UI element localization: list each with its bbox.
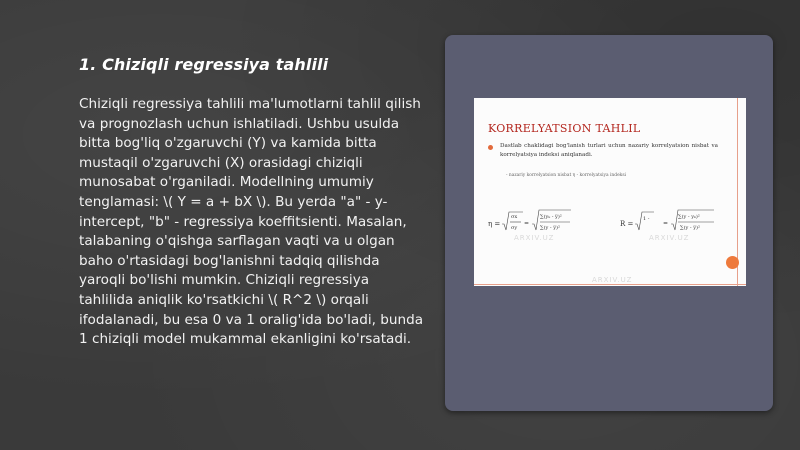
slide-note: - nazariy korrelyatsion nisbat η - korrelyatsiya indeksi xyxy=(506,173,626,178)
svg-text:σy: σy xyxy=(511,225,518,231)
svg-text:∑(y - y̅)²: ∑(y - y̅)² xyxy=(680,225,700,231)
svg-text:∑(y - y̅)²: ∑(y - y̅)² xyxy=(540,225,560,231)
svg-text:=: = xyxy=(663,220,669,227)
svg-text:∑(y - yₖ)²: ∑(y - yₖ)² xyxy=(678,214,700,220)
bullet-dot-icon xyxy=(488,145,493,150)
slide-paragraph: Dastlab chaklidagi bog'lanish turlari uchun nazariy korrelyatsion nisbat va korrelyatsiya indeksi aniqlanadi. xyxy=(500,143,718,158)
section-heading: 1. Chiziqli regressiya tahlili xyxy=(79,55,329,74)
svg-text:σx: σx xyxy=(511,214,518,220)
slide-title: KORRELYATSION TAHLIL xyxy=(488,122,641,135)
watermark-text: ARXIV.UZ xyxy=(592,276,633,284)
svg-text:η =: η = xyxy=(488,220,501,228)
svg-text:R =: R = xyxy=(620,220,634,228)
watermark-text: ARXIV.UZ xyxy=(514,234,555,242)
watermark-text: ARXIV.UZ xyxy=(649,234,690,242)
svg-text:1 -: 1 - xyxy=(643,216,650,222)
accent-dot-icon xyxy=(726,256,739,269)
slide-bottom-border xyxy=(474,284,746,285)
svg-text:∑(yₖ - y̅)²: ∑(yₖ - y̅)² xyxy=(540,214,562,220)
body-paragraph: Chiziqli regressiya tahlili ma'lumotlarni tahlil qilish va prognozlash uchun ishlatiladi. Ushbu usulda bitta bog'liq o'zgaruvchi (Y) va kamida bitta mustaqil o'zgaruvchi (X) orasidagi chiziqli munosabat o'rganiladi. Modellning umumiy tenglamasi: \( Y = a + bX \). Bu yerda "a" - y-intercept, "b" - regressiya koeffitsienti. Masalan, talabaning o'qishga sarflagan vaqti va u olgan baho o'rtasidagi bog'lanishni tadqiq qilishda yaroqli bo'lishi mumkin. Chiziqli regressiya tahlilida aniqlik ko'rsatkichi \( R^2 \) orqali ifodalanadi, bu esa 0 va 1 oralig'ida bo'ladi, bunda 1 chiziqli model mukammal ekanligini ko'rsatadi. xyxy=(79,96,424,348)
svg-text:=: = xyxy=(524,220,530,227)
slide-image xyxy=(474,98,746,286)
